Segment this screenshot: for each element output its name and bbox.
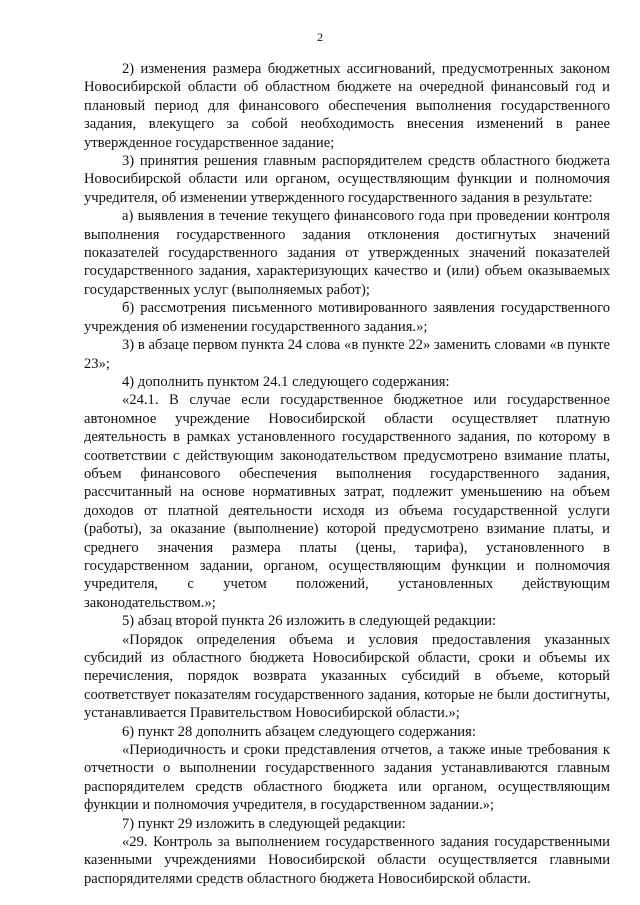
paragraph-point-28-change: 6) пункт 28 дополнить абзацем следующего содержания: xyxy=(122,723,476,740)
paragraph-subitem-a: а) выявления в течение текущего финансового года при проведении контроля выполнения государственного задания отклонения достигнутых значений показателей государственного задания от утвержденных значений показателей государственного задания, характеризующих качество и (или) объем оказываемых государственных услуг (выполняемых работ); xyxy=(84,208,610,298)
paragraph-28-text: «Периодичность и сроки представления отчетов, а также иные требования к отчетности о выполнении государственного задания устанавливаются главным распорядителем средств областного бюджета или органом, осуществляющим функции и полномочия учредителя, в государственном задании.»; xyxy=(84,742,610,814)
paragraph-26-text: «Порядок определения объема и условия предоставления указанных субсидий из областного бюджета Новосибирской области, сроки и объемы их перечисления, порядок возврата указанных субсидий в объеме, который соответствует показателям государственного задания, которые не были достигнуты, устанавливается Правительством Новосибирской области.»; xyxy=(84,631,610,722)
paragraph-amendment-3: 3) принятия решения главным распорядителем средств областного бюджета Новосибирской области или органом, осуществляющим функции и полномочия учредителя, об изменении утвержденного государственного задания в результате: xyxy=(84,153,610,206)
paragraph-point-26-change: 5) абзац второй пункта 26 изложить в следующей редакции: xyxy=(122,613,497,630)
paragraph-subitem-b: б) рассмотрения письменного мотивированного заявления государственного учреждения об изменении государственного задания.»; xyxy=(84,300,610,335)
page-number: 2 xyxy=(317,30,323,44)
paragraph-24-1-text: «24.1. В случае если государственное бюджетное или государственное автономное учреждение Новосибирской области осуществляет платную деятельность в рамках установленного государственного задания, по которому в соответствии с действующим законодательством предусмотрено взимание платы, объем финансового обеспечения выполнения государственного задания, рассчитанный на основе нормативных затрат, подлежит уменьшению на объем доходов от платной деятельности исходя из объема государственной услуги (работы), за оказание (выполнение) которой предусмотрено взимание платы, и среднего значения размера платы (цены, тарифа), установленного в государственном задании, органом, осуществляющим функции и полномочия учредителя, с учетом положений, установленных действующим законодательством.»; xyxy=(84,392,610,611)
paragraph-point-29-change: 7) пункт 29 изложить в следующей редакции: xyxy=(122,815,406,832)
paragraph-amendment-2: 2) изменения размера бюджетных ассигнований, предусмотренных законом Новосибирской области об областном бюджете на очередной финансовый год и плановый период для финансового обеспечения выполнения государственного задания, влекущего за собой необходимость внесения изменений в ранее утвержденное государственное задание; xyxy=(84,61,610,151)
document-body xyxy=(84,60,610,888)
paragraph-29-text: «29. Контроль за выполнением государственного задания государственными казенными учреждениями Новосибирской области осуществляется главными распорядителями средств областного бюджета Новосибирской области. xyxy=(84,834,610,887)
paragraph-add-24-1: 4) дополнить пунктом 24.1 следующего содержания: xyxy=(122,373,450,390)
paragraph-point-24-change: 3) в абзаце первом пункта 24 слова «в пункте 22» заменить словами «в пункте 23»; xyxy=(84,337,610,372)
